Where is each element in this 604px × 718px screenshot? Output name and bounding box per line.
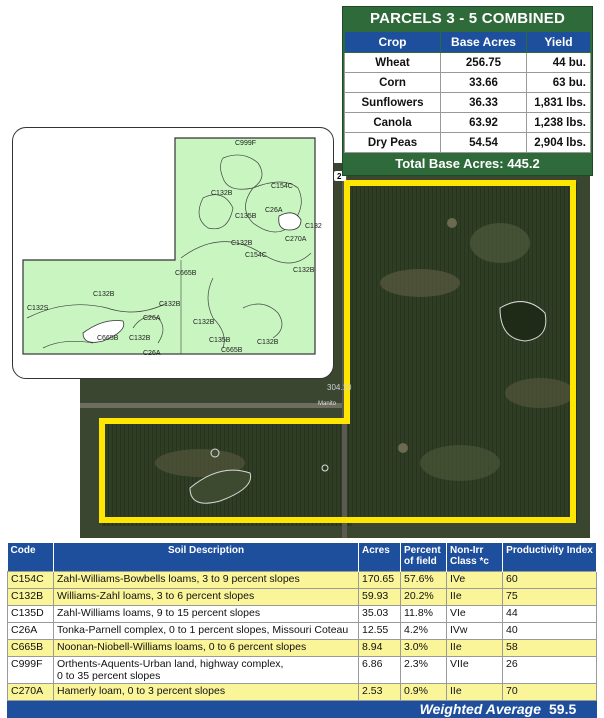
table-row <box>8 657 597 684</box>
crop-cell: Sunflowers <box>345 93 441 113</box>
class-cell: IIe <box>447 589 503 606</box>
class-cell: IIe <box>447 640 503 657</box>
prod-cell: 58 <box>503 640 597 657</box>
crop-cell: Corn <box>345 73 441 93</box>
acres-cell: 2.53 <box>359 684 401 701</box>
acres-cell: 6.86 <box>359 657 401 684</box>
col-crop: Crop <box>345 32 441 53</box>
soil-label-c665b-3: C665B <box>221 347 243 354</box>
soil-label-c154c-1: C154C <box>271 183 293 190</box>
prod-cell: 60 <box>503 572 597 589</box>
col-soil-description: Soil Description <box>54 543 359 572</box>
yield-cell: 1,831 lbs. <box>527 93 591 113</box>
crop-cell: Canola <box>345 113 441 133</box>
col-productivity: Productivity Index <box>503 543 597 572</box>
weighted-average-value: 59.5 <box>549 701 577 717</box>
class-cell: VIe <box>447 606 503 623</box>
soil-label-c132b-5: C132B <box>159 301 181 308</box>
table-row <box>345 113 591 133</box>
soil-header-row <box>8 543 597 572</box>
weighted-average-bar <box>7 701 597 718</box>
acres-cell: 35.03 <box>359 606 401 623</box>
soil-label-c26a-3: C26A <box>143 350 161 357</box>
acres-cell: 63.92 <box>441 113 527 133</box>
code-cell: C999F <box>8 657 54 684</box>
soil-label-c132b-6: C132B <box>129 335 151 342</box>
soil-label-c132s: C132S <box>27 305 49 312</box>
soil-label-c26a-1: C26A <box>265 207 283 214</box>
desc-cell: Williams-Zahl loams, 3 to 6 percent slopes <box>54 589 359 606</box>
soil-map-graphic <box>13 128 333 378</box>
desc-cell: Noonan-Niobell-Williams loams, 0 to 6 percent slopes <box>54 640 359 657</box>
col-base-acres: Base Acres <box>441 32 527 53</box>
parcel-label: 304.10 <box>327 383 352 392</box>
acres-cell: 54.54 <box>441 133 527 153</box>
desc-cell: Hamerly loam, 0 to 3 percent slopes <box>54 684 359 701</box>
prod-cell: 40 <box>503 623 597 640</box>
table-row <box>8 589 597 606</box>
soil-label-c135b: C135B <box>235 213 257 220</box>
class-cell: IVe <box>447 572 503 589</box>
pct-cell: 20.2% <box>401 589 447 606</box>
soil-label-c154c-2: C154C <box>245 252 267 259</box>
desc-line-2: 0 to 35 percent slopes <box>57 670 161 682</box>
crop-cell: Dry Peas <box>345 133 441 153</box>
prod-cell: 26 <box>503 657 597 684</box>
prod-cell: 70 <box>503 684 597 701</box>
weighted-average-label: Weighted Average <box>419 701 541 717</box>
table-row <box>345 73 591 93</box>
road-label: Manito <box>318 401 337 407</box>
soil-label-c26a-2: C26A <box>143 315 161 322</box>
soil-label-c132b-4: C132B <box>93 291 115 298</box>
soil-label-c270a: C270A <box>285 236 307 243</box>
crop-cell: Wheat <box>345 53 441 73</box>
table-row <box>345 93 591 113</box>
pct-cell: 0.9% <box>401 684 447 701</box>
soil-table-section <box>7 543 597 718</box>
class-cell: VIIe <box>447 657 503 684</box>
yield-cell: 2,904 lbs. <box>527 133 591 153</box>
table-row <box>345 53 591 73</box>
field-outline <box>23 138 315 354</box>
acres-cell: 8.94 <box>359 640 401 657</box>
desc-cell <box>54 657 359 684</box>
table-row <box>345 133 591 153</box>
soil-label-c132: C132 <box>305 223 322 230</box>
code-cell: C132B <box>8 589 54 606</box>
desc-cell: Tonka-Parnell complex, 0 to 1 percent slopes, Missouri Coteau <box>54 623 359 640</box>
road-shield-number: 2 <box>337 172 342 181</box>
soil-table <box>7 543 597 701</box>
total-base-acres: Total Base Acres: 445.2 <box>395 156 540 171</box>
soil-label-c999f: C999F <box>235 140 257 147</box>
col-yield: Yield <box>527 32 591 53</box>
parcel-title: PARCELS 3 - 5 COMBINED <box>370 10 565 27</box>
soil-label-c135b-2: C135B <box>209 337 231 344</box>
soil-label-c132b-2: C132B <box>231 240 253 247</box>
soil-label-c132b-3: C132B <box>293 267 315 274</box>
soil-label-c665b-2: C665B <box>97 335 119 342</box>
pct-cell: 57.6% <box>401 572 447 589</box>
table-row <box>8 606 597 623</box>
acres-cell: 59.93 <box>359 589 401 606</box>
table-row <box>8 572 597 589</box>
acres-cell: 33.66 <box>441 73 527 93</box>
soil-label-c132b-7: C132B <box>193 319 215 326</box>
parcel-summary <box>342 6 593 176</box>
code-cell: C26A <box>8 623 54 640</box>
pct-cell: 11.8% <box>401 606 447 623</box>
prod-cell: 75 <box>503 589 597 606</box>
acres-cell: 36.33 <box>441 93 527 113</box>
soil-label-c132b-1: C132B <box>211 190 233 197</box>
soil-map-inset <box>12 127 334 379</box>
class-cell: IVw <box>447 623 503 640</box>
desc-cell: Zahl-Williams loams, 9 to 15 percent slopes <box>54 606 359 623</box>
parcel-table <box>344 31 591 153</box>
code-cell: C665B <box>8 640 54 657</box>
pct-cell: 4.2% <box>401 623 447 640</box>
table-row <box>8 684 597 701</box>
col-percent: Percent of field <box>401 543 447 572</box>
yield-cell: 1,238 lbs. <box>527 113 591 133</box>
pct-cell: 3.0% <box>401 640 447 657</box>
code-cell: C154C <box>8 572 54 589</box>
code-cell: C135D <box>8 606 54 623</box>
acres-cell: 256.75 <box>441 53 527 73</box>
acres-cell: 12.55 <box>359 623 401 640</box>
code-cell: C270A <box>8 684 54 701</box>
yield-cell: 44 bu. <box>527 53 591 73</box>
col-class: Non-Irr Class *c <box>447 543 503 572</box>
soil-label-c132b-8: C132B <box>257 339 279 346</box>
yield-cell: 63 bu. <box>527 73 591 93</box>
class-cell: IIe <box>447 684 503 701</box>
desc-cell: Zahl-Williams-Bowbells loams, 3 to 9 percent slopes <box>54 572 359 589</box>
table-row <box>8 640 597 657</box>
acres-cell: 170.65 <box>359 572 401 589</box>
prod-cell: 44 <box>503 606 597 623</box>
table-row <box>8 623 597 640</box>
soil-label-c665b-1: C665B <box>175 270 197 277</box>
desc-line-1: Orthents-Aquents-Urban land, highway complex, <box>57 658 284 670</box>
col-code: Code <box>8 543 54 572</box>
parcel-header-row <box>345 32 591 53</box>
pct-cell: 2.3% <box>401 657 447 684</box>
col-acres: Acres <box>359 543 401 572</box>
